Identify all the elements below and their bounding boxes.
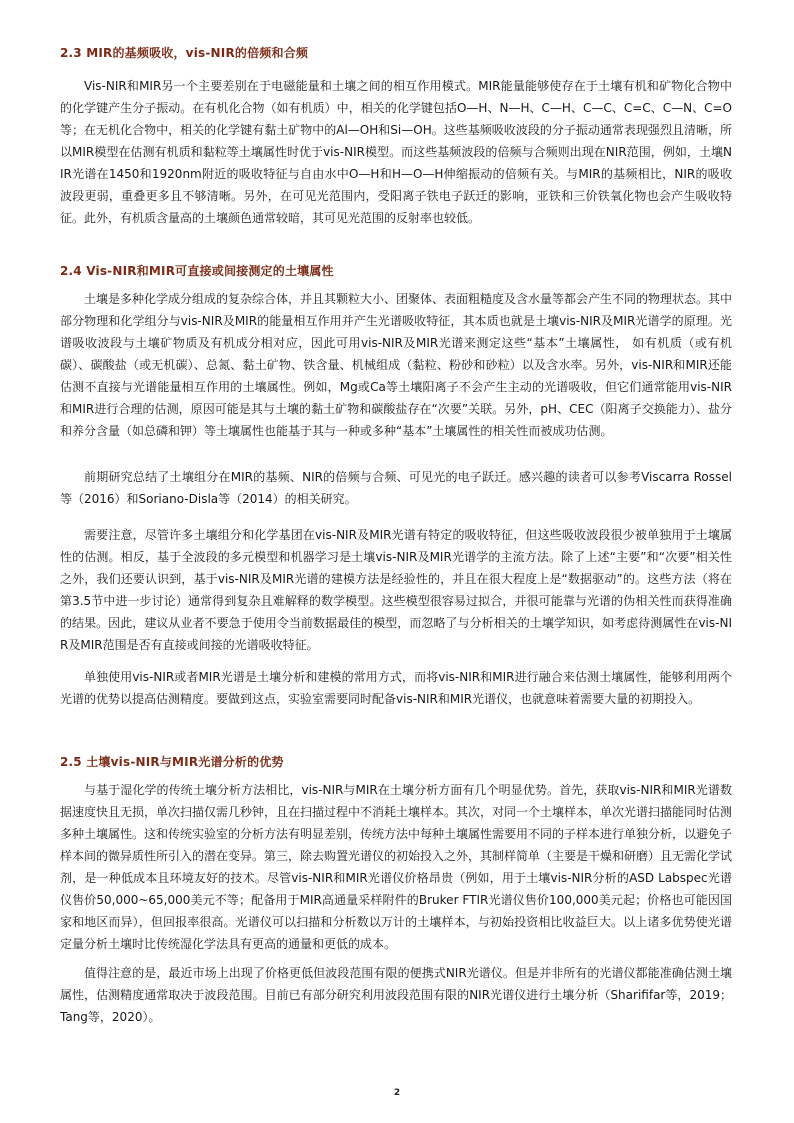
section-heading-2-3: 2.3 MIR的基频吸收，vis-NIR的倍频和合频 — [60, 46, 309, 60]
paragraph-2-5-2: 值得注意的是，最近市场上出现了价格更低但波段范围有限的便携式NIR光谱仪。但是并非所有的光谱仪都能准确估测土壤属性，估测精度通常取决于波段范围。目前已有部分研究利用波段范围有限的NIR光谱仪进行土壤分析（Sharififar等，2019；Tang等，2020）。 — [60, 966, 732, 1024]
paragraph-2-5-1: 与基于湿化学的传统土壤分析方法相比，vis-NIR与MIR在土壤分析方面有几个明显优势。首先，获取vis-NIR和MIR光谱数据速度快且无损，单次扫描仅需几秒钟，且在扫描过程中不消耗土壤样本。其次，对同一个土壤样本，单次光谱扫描能同时估测多种土壤属性。这和传统实验室的分析方法有明显差别，传统方法中每种土壤属性需要用不同的子样本进行单独分析，以避免子样本间的微异质性所引入的潜在变异。第三，除去购置光谱仪的初始投入之外，其制样简单（主要是干燥和研磨）且无需化学试剂，是一种低成本且环境友好的技术。尽管vis-NIR和MIR光谱仪价格昂贵（例如，用于土壤vis-NIR分析的ASD Labspec光谱仪售价50,000~65,000美元不等；配备用于MIR高通量采样附件的Bruker FTIR光谱仪售价100,000美元起；价格也可能因国家和地区而异），但回报率很高。光谱仪可以扫描和分析数以万计的土壤样本，与初始投资相比收益巨大。以上诸多优势使光谱定量分析土壤时比传统湿化学法具有更高的通量和更低的成本。 — [60, 783, 733, 951]
section-heading-2-5: 2.5 土壤vis-NIR与MIR光谱分析的优势 — [60, 755, 284, 769]
paragraph-2-3-1: Vis-NIR和MIR另一个主要差别在于电磁能量和土壤之间的相互作用模式。MIR能量能够使存在于土壤有机和矿物化合物中的化学键产生分子振动。在有机化合物（如有机质）中，相关的化学键包括O—H、N—H、C—H、C—C、C=C、C—N、C=O等；在无机化合物中，相关的化学键有黏土矿物中的Al—OH和Si—OH。这些基频吸收波段的分子振动通常表现强烈且清晰，所以MIR模型在估测有机质和黏粒等土壤属性时优于vis-NIR模型。而这些基频波段的倍频与合频则出现在NIR范围，例如，土壤NIR光谱在1450和1920nm附近的吸收特征与自由水中O—H和H—O—H伸缩振动的倍频有关。与MIR的基频相比，NIR的吸收波段更弱，重叠更多且不够清晰。另外，在可见光范围内，受阳离子铁电子跃迁的影响，亚铁和三价铁氧化物也会产生吸收特征。此外，有机质含量高的土壤颜色通常较暗，其可见光范围的反射率也较低。 — [60, 79, 732, 225]
paragraph-2-4-4: 单独使用vis-NIR或者MIR光谱是土壤分析和建模的常用方式，而将vis-NIR和MIR进行融合来估测土壤属性，能够利用两个光谱的优势以提高估测精度。要做到这点，实验室需要同时配备vis-NIR和MIR光谱仪，也就意味着需要大量的初期投入。 — [60, 670, 732, 706]
section-heading-2-4: 2.4 Vis-NIR和MIR可直接或间接测定的土壤属性 — [60, 264, 334, 278]
paragraph-2-4-1: 土壤是多种化学成分组成的复杂综合体，并且其颗粒大小、团聚体、表面粗糙度及含水量等都会产生不同的物理状态。其中部分物理和化学组分与vis-NIR及MIR的能量相互作用并产生光谱吸收特征，其本质也就是土壤vis-NIR及MIR光谱学的原理。光谱吸收波段与土壤矿物质及有机成分相对应，因此可用vis-NIR及MIR光谱来测定这些“基本”土壤属性， 如有机质（或有机碳）、碳酸盐（或无机碳）、总氮、黏土矿物、铁含量、机械组成（黏粒、粉砂和砂粒）以及含水率。另外，vis-NIR和MIR还能估测不直接与光谱能量相互作用的土壤属性。例如，Mg或Ca等土壤阳离子不会产生主动的光谱吸收，但它们通常能用vis-NIR和MIR进行合理的估测，原因可能是其与土壤的黏土矿物和碳酸盐存在“次要”关联。另外，pH、CEC（阳离子交换能力）、盐分和养分含量（如总磷和钾）等土壤属性也能基于其与一种或多种“基本”土壤属性的相关性而被成功估测。 — [60, 292, 733, 438]
paragraph-2-4-2: 前期研究总结了土壤组分在MIR的基频、NIR的倍频与合频、可见光的电子跃迁。感兴趣的读者可以参考Viscarra Rossel等（2016）和Soriano-Disla等（2014）的相关研究。 — [60, 470, 732, 506]
page-number: 2 — [393, 1088, 401, 1098]
paragraph-2-4-3: 需要注意，尽管许多土壤组分和化学基团在vis-NIR及MIR光谱有特定的吸收特征，但这些吸收波段很少被单独用于土壤属性的估测。相反，基于全波段的多元模型和机器学习是土壤vis-NIR及MIR光谱学的主流方法。除了上述“主要”和“次要”相关性之外，我们还要认识到，基于vis-NIR及MIR光谱的建模方法是经验性的，并且在很大程度上是“数据驱动”的。这些方法（将在第3.5节中进一步讨论）通常得到复杂且难解释的数学模型。这些模型很容易过拟合，并很可能靠与光谱的伪相关性而获得准确的结果。因此，建议从业者不要急于使用令当前数据最佳的模型，而忽略了与分析相关的土壤学知识，如考虑待测属性在vis-NIR及MIR范围是否有直接或间接的光谱吸收特征。 — [60, 528, 732, 652]
